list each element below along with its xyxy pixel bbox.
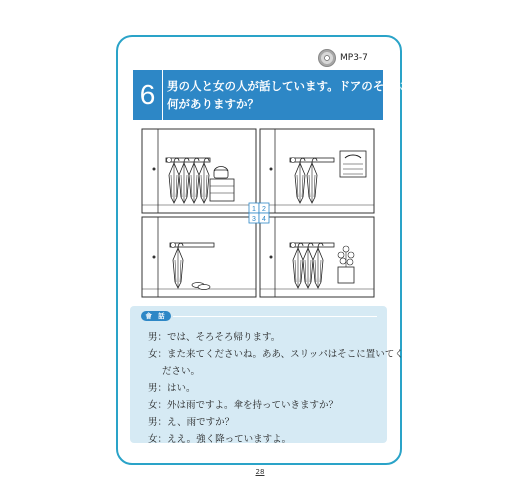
question-number: 6 — [133, 70, 163, 120]
cd-icon — [318, 49, 336, 67]
question-line-1: 男の人と女の人が話しています。ドアのそばに — [167, 79, 408, 93]
dialogue-line: 男：では、そろそろ帰ります。 — [148, 332, 281, 343]
dialogue-line: 男：え、雨ですか？ — [148, 417, 235, 428]
dialogue-divider — [173, 316, 377, 317]
picture-number-4: 4 — [262, 216, 266, 223]
dialogue-line: 女：ええ。強く降っていますよ。 — [148, 434, 292, 445]
audio-track-label: MP3-7 — [340, 53, 368, 63]
panel-3 — [142, 217, 256, 297]
panel-1 — [142, 129, 256, 213]
picture-number-1: 1 — [252, 206, 256, 213]
dialogue-label: 會 話 — [141, 311, 171, 321]
dialogue-line: 女：また来てくださいね。ああ、スリッパはそこに置いてく — [148, 349, 404, 360]
dialogue-line: 女：外は雨ですよ。傘を持っていきますか？ — [148, 400, 339, 411]
picture-number-3: 3 — [252, 216, 256, 223]
question-line-2: 何がありますか？ — [167, 97, 259, 111]
picture-number-grid — [249, 203, 269, 223]
picture-grid — [140, 127, 377, 299]
panel-2 — [260, 129, 374, 213]
question-header — [133, 70, 408, 120]
dialogue-header — [141, 312, 377, 320]
page-number: 28 — [255, 468, 265, 476]
dialogue-lines — [148, 329, 404, 448]
picture-number-2: 2 — [262, 206, 266, 213]
panel-4 — [260, 217, 374, 297]
question-text — [167, 77, 408, 113]
dialogue-line: ださい。 — [162, 366, 201, 377]
dialogue-line: 男：はい。 — [148, 383, 196, 394]
audio-track[interactable] — [318, 50, 368, 66]
